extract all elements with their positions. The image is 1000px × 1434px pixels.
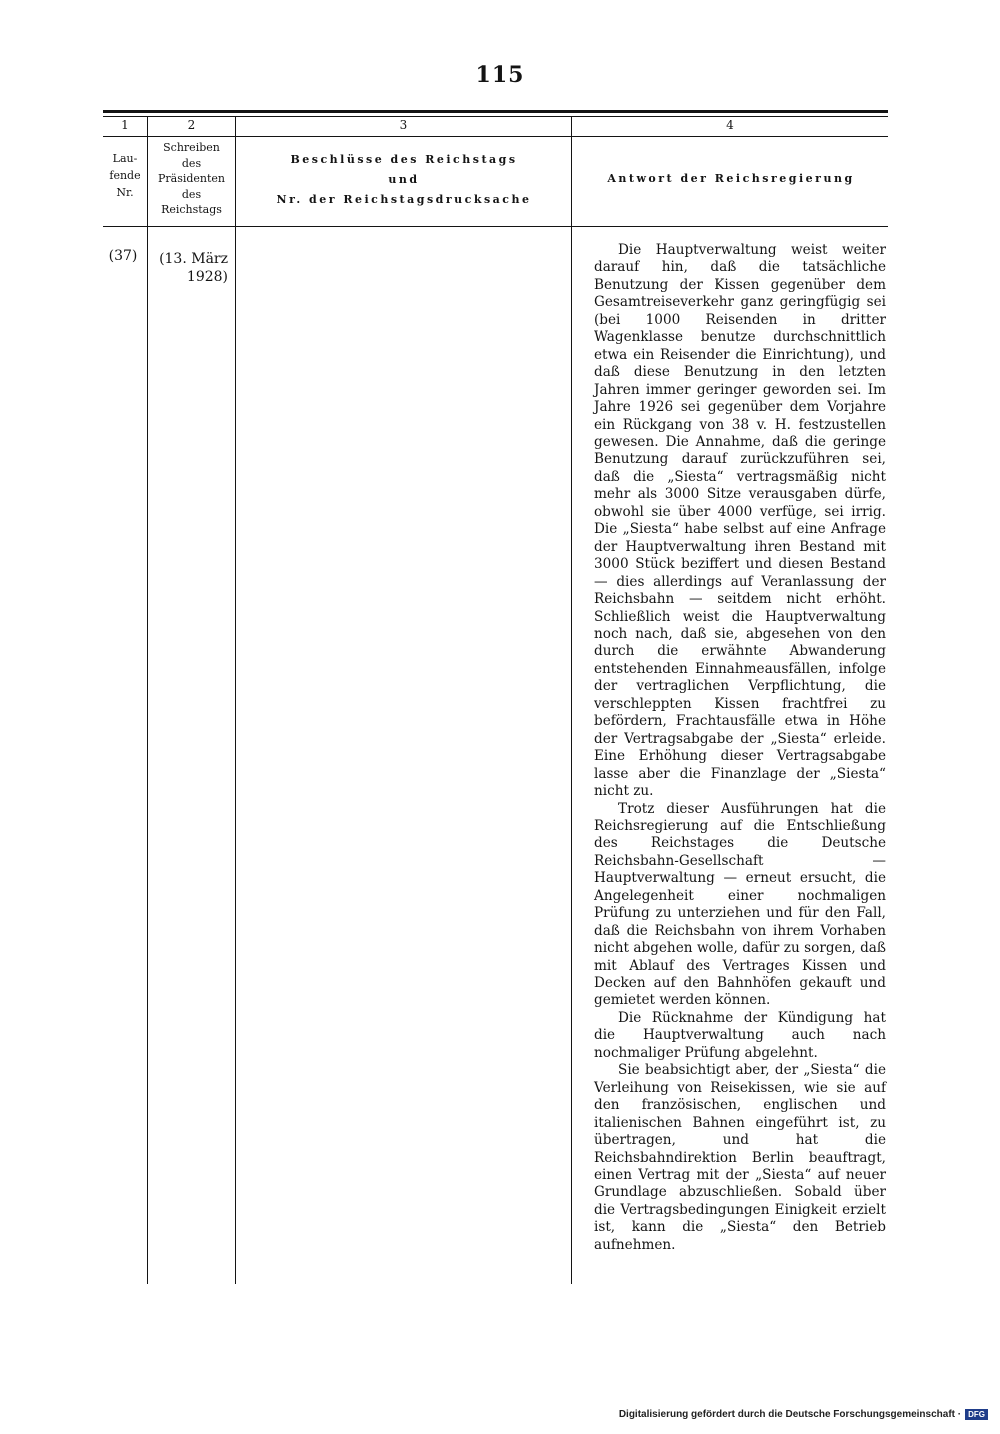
header-col2-line: Reichstags <box>161 203 222 216</box>
row-number: (37) <box>108 248 138 264</box>
column-number-4: 4 <box>726 118 734 132</box>
row-date-line1: (13. März <box>159 251 228 267</box>
answer-paragraph: Sie beabsichtigt aber, der „Siesta“ die Verleihung von Reisekissen, wie sie auf den französischen, englischen und italienischen Bahnen eingeführt ist, zu übertragen, und hat die Reichsbahndirektion Berlin beauftragt, einen Vertrag mit der „Siesta“ auf neuer Grundlage abzuschließen. Sobald über die Vertragsbedingungen Einigkeit erzielt ist, kann die „Siesta“ den Betrieb aufnehmen. <box>594 1062 886 1253</box>
header-col2-line: des <box>181 156 202 170</box>
header-col3-line: Beschlüsse des Reichstags <box>290 153 518 166</box>
header-col1-line: Lau- <box>112 152 138 165</box>
page-number: 115 <box>475 62 525 88</box>
header-col3-line: und <box>388 173 420 186</box>
row-date-line2: 1928) <box>186 269 228 285</box>
header-col1-line: fende <box>109 169 141 182</box>
header-col4: Antwort der Reichsregierung <box>607 172 855 185</box>
footer-text: Digitalisierung gefördert durch die Deutsche Forschungsgemeinschaft · <box>618 1409 962 1420</box>
header-col3-line: Nr. der Reichstagsdrucksache <box>276 193 532 206</box>
table-top-rule-thin <box>103 116 888 117</box>
header-col3 <box>240 150 568 210</box>
row-date <box>148 250 234 286</box>
header-col1-line: Nr. <box>116 186 134 199</box>
footer-credit <box>619 1409 988 1420</box>
answer-paragraph: Die Hauptverwaltung weist weiter darauf hin, daß die tatsächliche Benutzung der Kissen gegenüber dem Gesamtreiseverkehr ganz geringfügig sei (bei 1000 Reisenden in dritter Wagenklasse benutze durchschnittlich etwa ein Reisender die Einrichtung), und daß diese Benutzung in den letzten Jahren immer geringer geworden sei. Im Jahre 1926 sei gegenüber dem Vorjahre ein Rückgang von 38 v. H. festzustellen gewesen. Die Annahme, daß die geringe Benutzung darauf zurückzuführen sei, daß die „Siesta“ vertragsmäßig nicht mehr als 3000 Sitze verausgaben dürfe, obwohl sie über 4000 verfüge, sei irrig. Die „Siesta“ habe selbst auf eine Anfrage der Hauptverwaltung ihren Bestand mit 3000 Stück beziffert und diesen Bestand — dies allerdings auf Veranlassung der Reichsbahn — seitdem nicht erhöht. Schließlich weist die Hauptverwaltung noch nach, daß sie, abgesehen von den durch die erwähnte Abwanderung entstehenden Einnahmeausfällen, infolge der vertraglichen Verpflichtung, die verschleppten Kissen frachtfrei zu befördern, Frachtausfälle etwa in Höhe der Vertragsabgabe der „Siesta“ erleide. Eine Erhöhung dieser Vertragsabgabe lasse aber die Finanzlage der „Siesta“ nicht zu. <box>594 242 886 800</box>
header-col2-line: Schreiben <box>163 141 220 154</box>
column-number-2: 2 <box>187 118 196 132</box>
column-number-3: 3 <box>399 118 408 132</box>
answer-text <box>594 242 886 1254</box>
header-col2 <box>148 140 235 218</box>
column-divider-1 <box>147 116 148 1284</box>
answer-paragraph: Die Rücknahme der Kündigung hat die Hauptverwaltung auch nach nochmaliger Prüfung abgelehnt. <box>594 1009 886 1061</box>
column-divider-3 <box>571 116 572 1284</box>
table-top-rule <box>103 110 888 113</box>
column-number-rule <box>103 136 888 137</box>
header-col2-line: Präsidenten <box>157 172 226 185</box>
column-divider-2 <box>235 116 236 1284</box>
dfg-logo: DFG <box>965 1409 988 1420</box>
header-bottom-rule <box>103 226 888 227</box>
header-col1 <box>103 150 147 201</box>
column-number-1: 1 <box>121 118 129 132</box>
header-col2-line: des <box>181 187 202 201</box>
answer-paragraph: Trotz dieser Ausführungen hat die Reichsregierung auf die Entschließung des Reichstages die Deutsche Reichsbahn-Gesellschaft — Hauptverwaltung — erneut ersucht, die Angelegenheit einer nochmaligen Prüfung zu unterziehen und für den Fall, daß die Reichsbahn von ihrem Vorhaben nicht abgehen wolle, dafür zu sorgen, daß mit Ablauf des Vertrages Kissen und Decken auf den Bahnhöfen gekauft und gemietet werden können. <box>594 800 886 1009</box>
